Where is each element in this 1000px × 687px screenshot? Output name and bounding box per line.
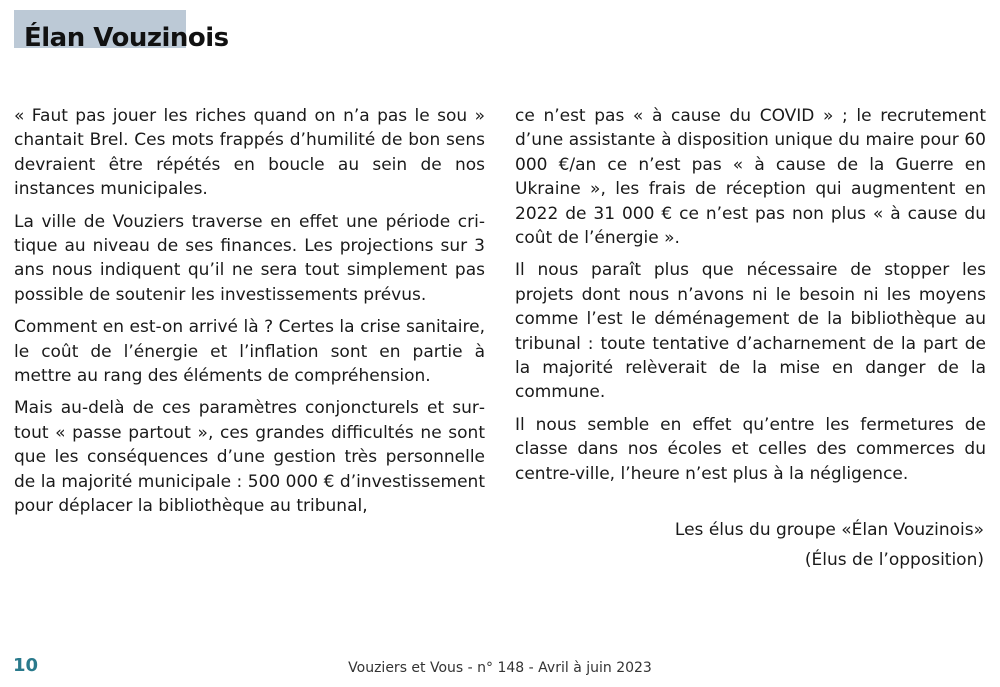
signature-group: Les élus du groupe «Élan Vouzinois»: [674, 520, 984, 540]
paragraph: Mais au-delà de ces paramètres conjoncturels et surtout « passe partout », ces grandes difficultés ne sont que les conséquences d’une gestion très personnelle de la majorité municipale : 500 000 € d’investissement pour déplacer la bibliothèque au tribunal,: [14, 398, 485, 517]
article-column-left: [14, 104, 485, 527]
signature-block: [675, 515, 984, 575]
footer-publication: Vouziers et Vous - n° 148 - Avril à juin 2023: [348, 660, 652, 676]
paragraph: Comment en est-on arrivé là ? Certes la crise sanitaire, le coût de l’énergie et l’inflation sont en partie à mettre au rang des éléments de compréhension.: [14, 317, 485, 387]
paragraph: La ville de Vouziers traverse en effet une période critique au niveau de ses finances. Les projections sur 3 ans nous indiquent qu’il ne sera tout simplement pas possible de soutenir les investissements prévus.: [14, 211, 485, 305]
signature-affiliation: (Élus de l’opposition): [804, 550, 984, 570]
paragraph: Il nous paraît plus que nécessaire de stopper les projets dont nous n’avons ni le besoin ni les moyens comme l’est le déménagement de la bibliothèque au tribunal : toute tentative d’acharnement de la part de la majorité relèverait de la mise en danger de la commune.: [515, 260, 986, 403]
page-number: 10: [13, 655, 39, 676]
paragraph: Il nous semble en effet qu’entre les fermetures de classe dans nos écoles et celles des commerces du centre-ville, l’heure n’est plus à la négligence.: [515, 414, 986, 484]
page-title: Élan Vouzinois: [24, 23, 229, 53]
paragraph: ce n’est pas « à cause du COVID » ; le recrutement d’une assistante à disposition unique du maire pour 60 000 €/an ce n’est pas « à cause de la Guerre en Ukraine », les frais de réception qui augmentent en 2022 de 31 000 € ce n’est pas non plus « à cause du coût de l’énergie ».: [515, 106, 986, 249]
article-column-right: [515, 104, 986, 494]
paragraph: « Faut pas jouer les riches quand on n’a pas le sou » chantait Brel. Ces mots frappés d’humilité de bon sens devraient être répétés en boucle au sein de nos instances municipales.: [14, 106, 485, 200]
